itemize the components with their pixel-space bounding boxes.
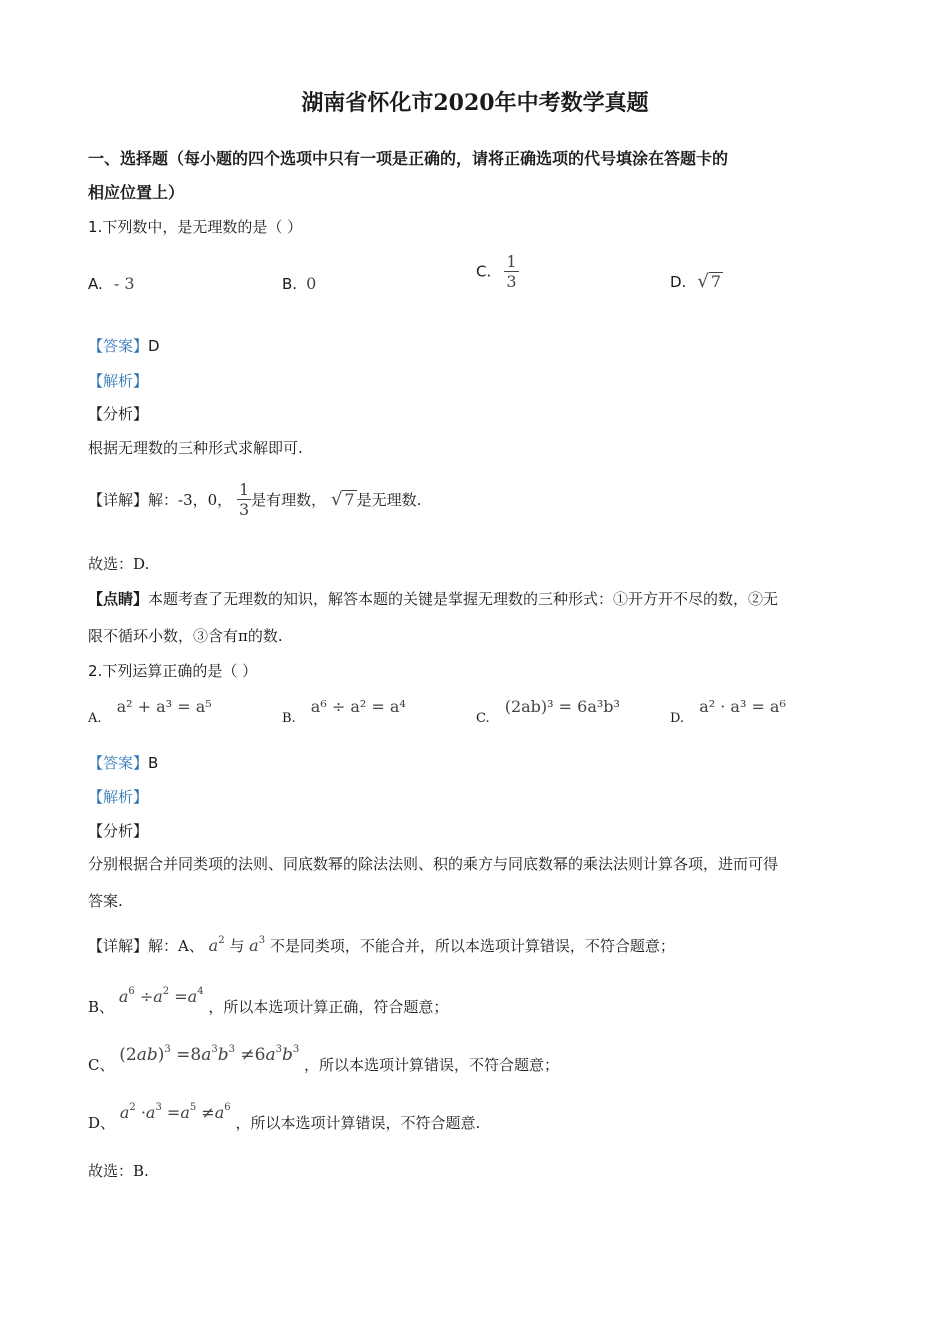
q2-choose: 故选：B. bbox=[88, 1162, 149, 1180]
math-expr-d: $a^2 \cdot a^3 =a^5 \ne a^6$ bbox=[119, 1102, 231, 1122]
fraction bbox=[237, 480, 251, 519]
q2-option-b bbox=[282, 697, 406, 726]
q2-option-d bbox=[670, 697, 786, 726]
detail-d-suffix: ，所以本选项计算错误，不符合题意. bbox=[235, 1114, 481, 1132]
option-label: A. bbox=[88, 275, 103, 293]
section-heading-line1: 一、选择题（每小题的四个选项中只有一项是正确的，请将正确选项的代号填涂在答题卡的 bbox=[88, 149, 729, 168]
detail-a-mid: 与 bbox=[229, 937, 245, 955]
q1-option-b bbox=[282, 274, 316, 293]
answer-tag: 【答案】 bbox=[88, 754, 149, 772]
detail-b-label: B、 bbox=[88, 998, 115, 1016]
option-value: - 3 bbox=[113, 274, 135, 293]
math-a-squared: $a^2$ bbox=[208, 935, 225, 955]
q1-dianjing-line2: 限不循环小数，③含有π的数. bbox=[88, 627, 283, 645]
q2-analysis-tag: 【解析】 bbox=[88, 788, 149, 806]
option-label: D. bbox=[670, 711, 685, 726]
q1-analysis-tag: 【解析】 bbox=[88, 372, 149, 390]
q2-fenxi-tag: 【分析】 bbox=[88, 822, 149, 840]
q2-detail-a bbox=[88, 935, 675, 956]
q2-detail-b bbox=[88, 986, 449, 1016]
question-number: 1. bbox=[88, 218, 103, 236]
q1-option-c bbox=[476, 252, 519, 291]
q1-choose: 故选：D. bbox=[88, 555, 150, 573]
q1-option-a bbox=[88, 274, 135, 293]
section-heading-line2: 相应位置上） bbox=[88, 183, 185, 202]
detail-a-suffix: 不是同类项，不能合并，所以本选项计算错误，不符合题意； bbox=[269, 937, 675, 955]
option-label: C. bbox=[476, 262, 492, 281]
q1-fenxi-tag: 【分析】 bbox=[88, 405, 149, 423]
math-expr-c: $(2ab)^3 =8a^3b^3 \ne 6a^3b^3$ bbox=[119, 1044, 300, 1065]
q2-detail-c bbox=[88, 1044, 560, 1074]
page-title: 湖南省怀化市2020年中考数学真题 bbox=[301, 90, 649, 116]
question-2-stem bbox=[88, 660, 257, 681]
math-expr-b: $a^6 \div a^2 =a^4$ bbox=[118, 986, 204, 1006]
fraction-denominator: 3 bbox=[238, 500, 250, 519]
detail-tag: 【详解】 bbox=[88, 491, 149, 509]
option-label: A. bbox=[88, 711, 102, 726]
fraction-numerator: 1 bbox=[506, 252, 517, 271]
option-label: C. bbox=[476, 711, 490, 726]
option-expr: a² + a³ = a⁵ bbox=[116, 697, 212, 716]
detail-mid: 是有理数， bbox=[251, 491, 327, 509]
fraction bbox=[504, 252, 518, 291]
q1-fenxi-text: 根据无理数的三种形式求解即可. bbox=[88, 439, 303, 457]
q1-answer bbox=[88, 335, 160, 356]
q2-fenxi-line1: 分别根据合并同类项的法则、同底数幂的除法法则、积的乘方与同底数幂的乘法法则计算各项，进而可得 bbox=[88, 855, 779, 873]
option-label: D. bbox=[670, 273, 687, 291]
radicand: 7 bbox=[344, 490, 355, 510]
detail-prefix: 解：-3，0， bbox=[148, 491, 233, 509]
option-expr: (2ab)³ = 6a³b³ bbox=[504, 697, 620, 716]
radicand: 7 bbox=[710, 272, 722, 292]
q2-option-c bbox=[476, 697, 620, 726]
math-a-cubed: $a^3$ bbox=[249, 935, 266, 955]
answer-tag: 【答案】 bbox=[88, 337, 149, 355]
q2-option-a bbox=[88, 697, 212, 726]
detail-d-label: D、 bbox=[88, 1114, 116, 1132]
detail-suffix: 是无理数. bbox=[356, 491, 422, 509]
detail-a-prefix: 解：A、 bbox=[148, 937, 204, 955]
detail-tag: 【详解】 bbox=[88, 937, 149, 955]
q1-detail bbox=[88, 480, 421, 519]
q1-option-d bbox=[670, 272, 723, 291]
q2-answer bbox=[88, 752, 158, 773]
q2-detail-d bbox=[88, 1102, 481, 1132]
question-text: 下列数中，是无理数的是（ ） bbox=[102, 218, 303, 236]
answer-value: D bbox=[148, 337, 160, 355]
option-expr: a⁶ ÷ a² = a⁴ bbox=[310, 697, 406, 716]
question-text: 下列运算正确的是（ ） bbox=[102, 662, 258, 680]
option-expr: a² · a³ = a⁶ bbox=[699, 697, 786, 716]
fraction-numerator: 1 bbox=[238, 480, 250, 499]
q2-fenxi-line2: 答案. bbox=[88, 892, 123, 910]
option-value: 0 bbox=[306, 274, 317, 293]
option-label: B. bbox=[282, 275, 298, 293]
square-root: √ 7 bbox=[330, 488, 355, 510]
question-1-stem bbox=[88, 216, 302, 237]
question-number: 2. bbox=[88, 662, 103, 680]
option-label: B. bbox=[282, 711, 296, 726]
square-root: √ 7 bbox=[697, 271, 722, 292]
dianjing-tag: 【点睛】 bbox=[88, 590, 149, 608]
fraction-denominator: 3 bbox=[506, 272, 517, 291]
q1-dianjing-line1 bbox=[88, 588, 778, 609]
detail-c-suffix: ，所以本选项计算错误，不符合题意； bbox=[304, 1056, 560, 1074]
detail-c-label: C、 bbox=[88, 1056, 115, 1074]
answer-value: B bbox=[148, 754, 159, 772]
detail-b-suffix: ，所以本选项计算正确，符合题意； bbox=[208, 998, 449, 1016]
dianjing-text: 本题考查了无理数的知识，解答本题的关键是掌握无理数的三种形式：①开方开不尽的数，②无 bbox=[148, 590, 779, 608]
